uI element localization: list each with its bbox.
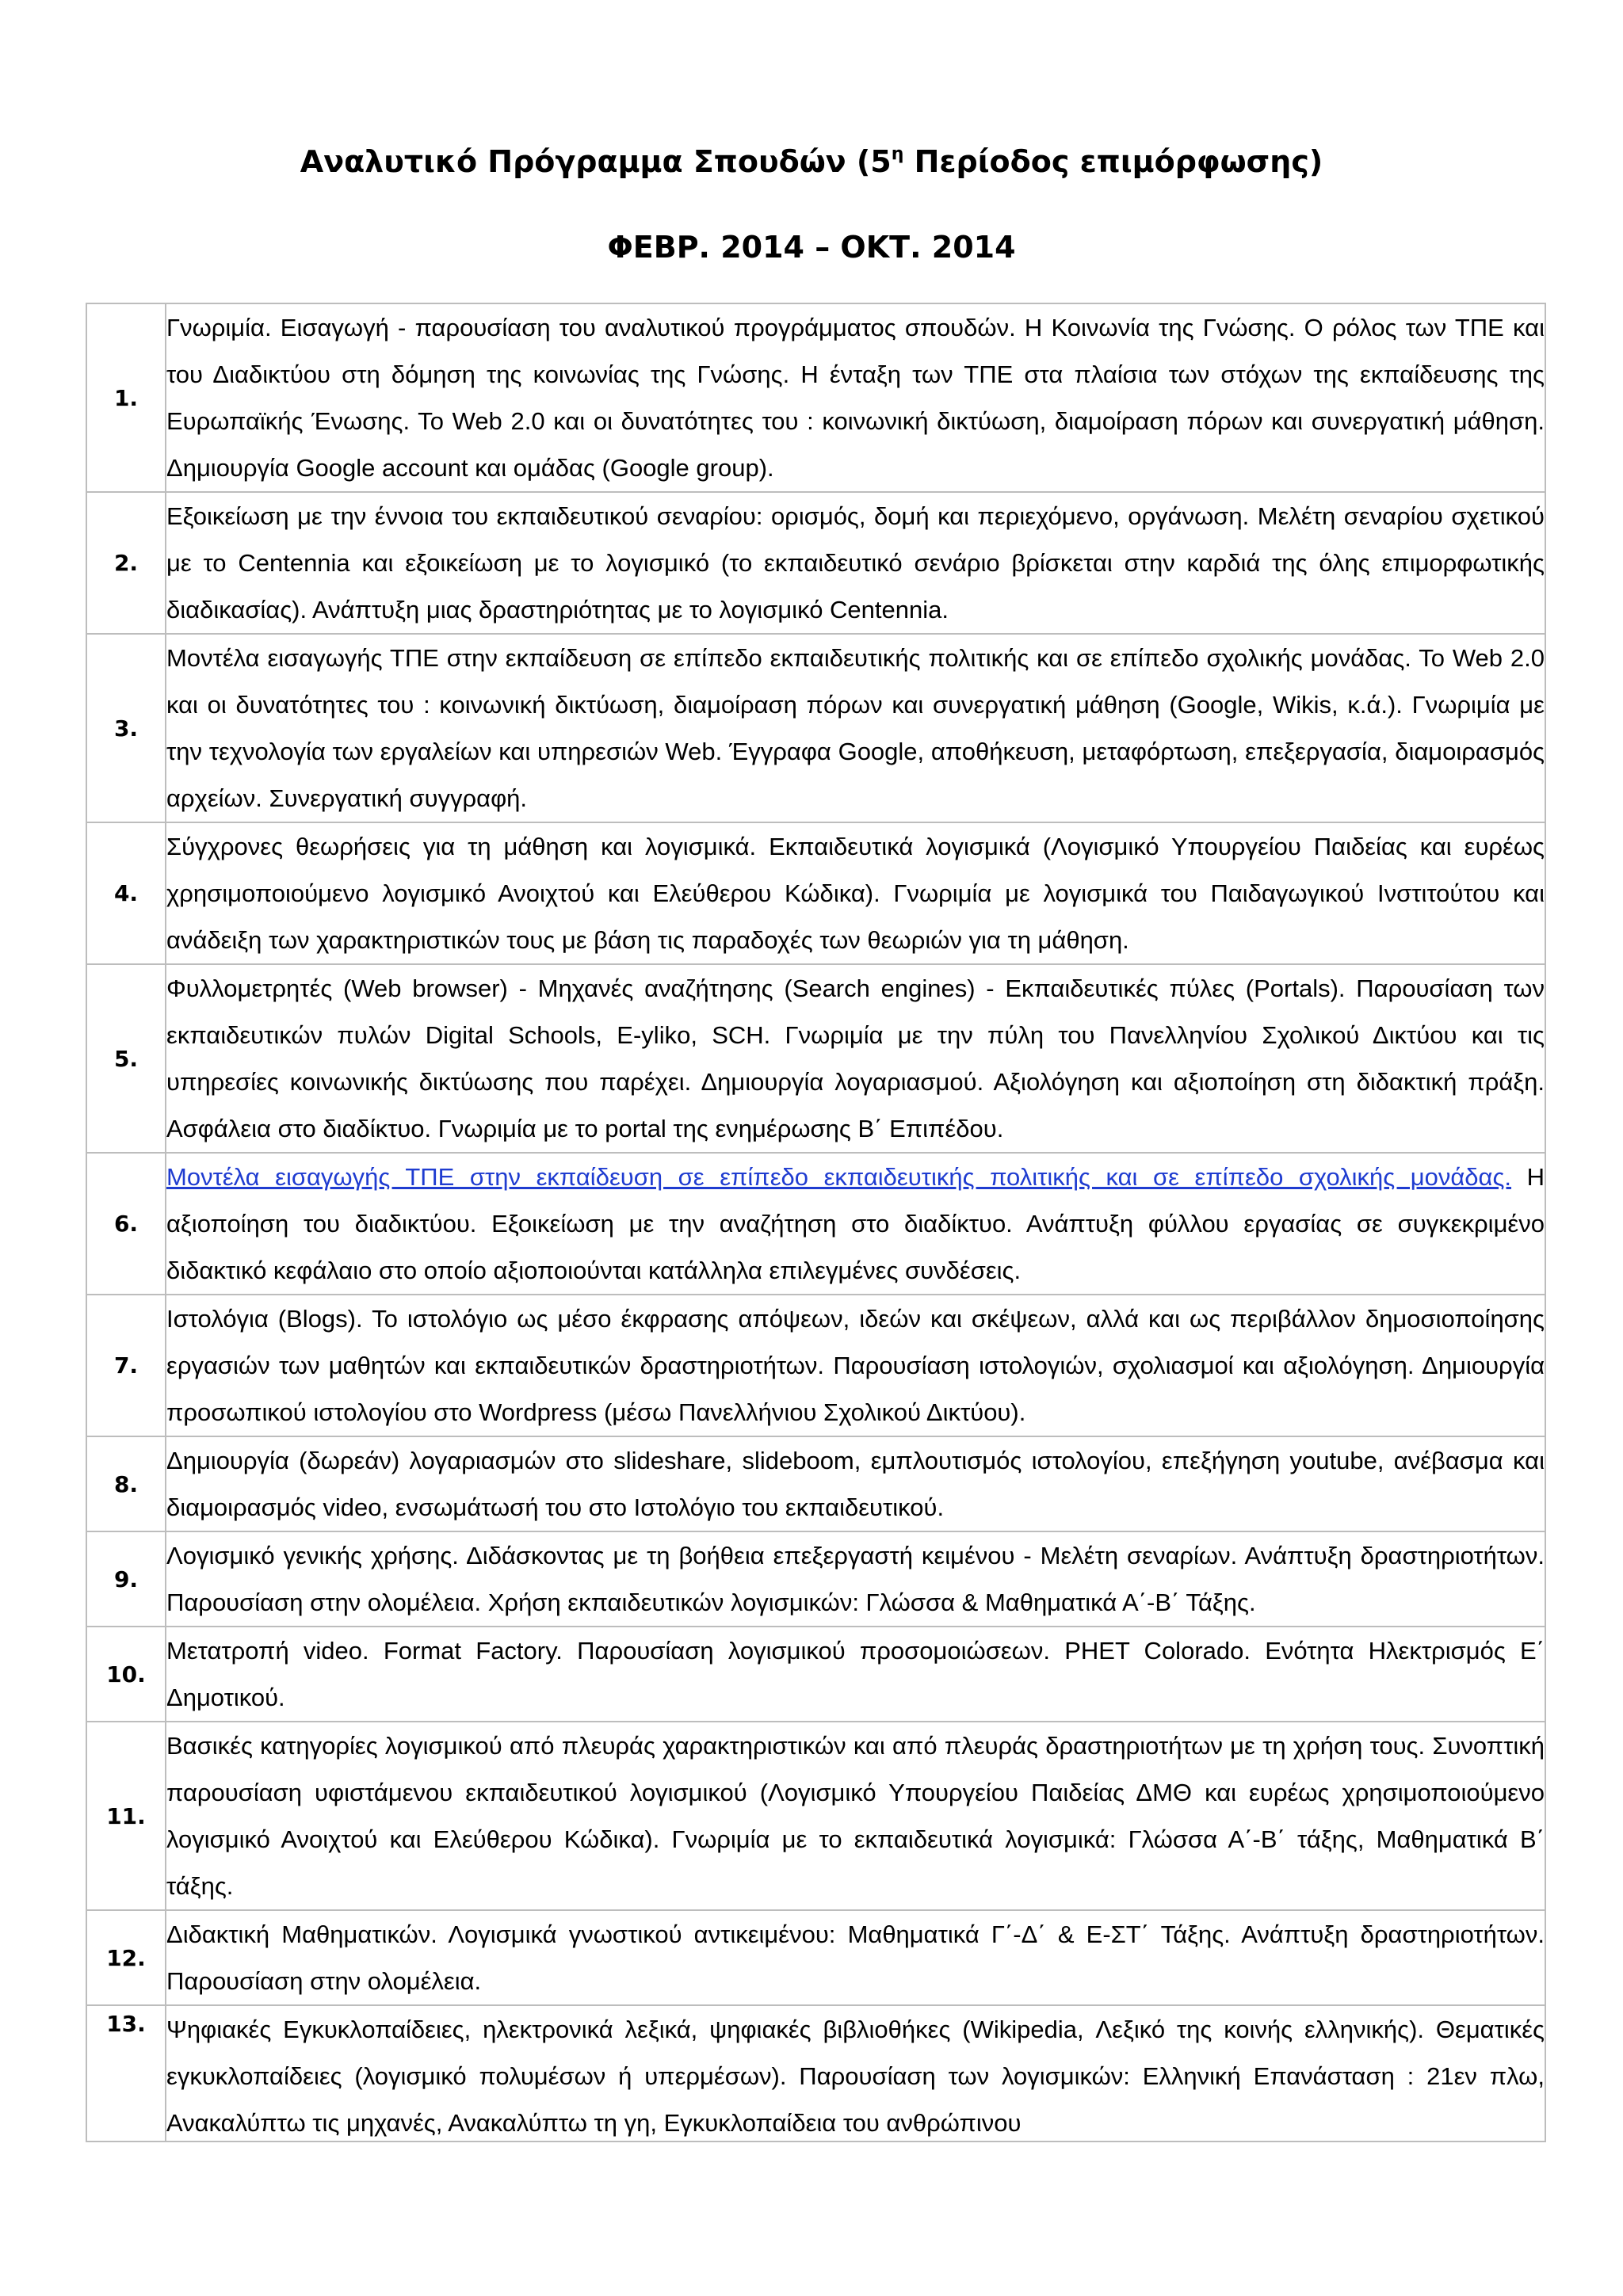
row-description: Φυλλομετρητές (Web browser) - Μηχανές αναζήτησης (Search engines) - Εκπαιδευτικές πύλες (Portals). Παρουσίαση των εκπαιδευτικών πυλών Digital Schools, E-yliko, SCH. Γνωριμία με την πύλη του Πανελληνίου Σχολικού Δικτύου και τις υπηρεσίες κοινωνικής δικτύωσης που παρέχει. Δημιουργία λογαριασμού. Αξιολόγηση και αξιοποίηση στη διδακτική πράξη. Ασφάλεια στο διαδίκτυο. Γνωριμία με το portal της ενημέρωσης Β΄ Επιπέδου. <box>166 964 1545 1153</box>
row-description <box>166 1153 1545 1295</box>
table-row <box>86 1910 1545 2005</box>
row-number: 1. <box>86 303 166 492</box>
table-row <box>86 2005 1545 2142</box>
table-row <box>86 1627 1545 1722</box>
row-description: Διδακτική Μαθηματικών. Λογισμικά γνωστικού αντικειμένου: Μαθηματικά Γ΄-Δ΄ & Ε-ΣΤ΄ Τάξης. Ανάπτυξη δραστηριοτήτων. Παρουσίαση στην ολομέλεια. <box>166 1910 1545 2005</box>
title-suffix: Περίοδος επιμόρφωσης) <box>903 144 1323 179</box>
row-number: 13. <box>86 2005 166 2142</box>
row-number: 10. <box>86 1627 166 1722</box>
title-main: Αναλυτικό Πρόγραμμα Σπουδών (5 <box>300 144 892 179</box>
row-number: 12. <box>86 1910 166 2005</box>
table-row <box>86 303 1545 492</box>
row-description: Μοντέλα εισαγωγής ΤΠΕ στην εκπαίδευση σε επίπεδο εκπαιδευτικής πολιτικής και σε επίπεδο σχολικής μονάδας. Το Web 2.0 και οι δυνατότητες του : κοινωνική δικτύωση, διαμοίραση πόρων και συνεργατική μάθηση (Google, Wikis, κ.ά.). Γνωριμία με την τεχνολογία των εργαλείων και υπηρεσιών Web. Έγγραφα Google, αποθήκευση, μεταφόρτωση, επεξεργασία, διαμοιρασμός αρχείων. Συνεργατική συγγραφή. <box>166 634 1545 822</box>
document-title <box>0 143 1623 181</box>
table-row <box>86 1153 1545 1295</box>
row-description-rest: Η αξιοποίηση του διαδικτύου. Εξοικείωση με την αναζήτηση στο διαδίκτυο. Ανάπτυξη φύλλου εργασίας σε συγκεκριμένο διδακτικό κεφάλαιο στο οποίο αξιοποιούνται κατάλληλα επιλεγμένες συνδέσεις. <box>166 1163 1545 1284</box>
row-number: 8. <box>86 1436 166 1531</box>
table-row <box>86 634 1545 822</box>
row-number: 7. <box>86 1295 166 1436</box>
table-row <box>86 1722 1545 1910</box>
table-row <box>86 1436 1545 1531</box>
row-description: Δημιουργία (δωρεάν) λογαριασμών στο slideshare, slideboom, εμπλουτισμός ιστολογίου, επεξήγηση youtube, ανέβασμα και διαμοιρασμός video, ενσωμάτωσή του στο Ιστολόγιο του εκπαιδευτικού. <box>166 1436 1545 1531</box>
row-number: 6. <box>86 1153 166 1295</box>
row-number: 2. <box>86 492 166 634</box>
row-number: 5. <box>86 964 166 1153</box>
row-description: Σύγχρονες θεωρήσεις για τη μάθηση και λογισμικά. Εκπαιδευτικά λογισμικά (Λογισμικό Υπουργείου Παιδείας και ευρέως χρησιμοποιούμενο λογισμικό Ανοιχτού και Ελεύθερου Κώδικα). Γνωριμία με λογισμικά του Παιδαγωγικού Ινστιτούτου και ανάδειξη των χαρακτηριστικών τους με βάση τις παραδοχές των θεωριών για τη μάθηση. <box>166 822 1545 964</box>
row-description-text: Ψηφιακές Εγκυκλοπαίδειες, ηλεκτρονικά λεξικά, ψηφιακές βιβλιοθήκες (Wikipedia, Λεξικό της κοινής ελληνικής). Θεματικές εγκυκλοπαίδειες (λογισμικό πολυμέσων ή υπερμέσων). Παρουσίαση των λογισμικών: Ελληνική Επανάσταση : 21εν πλω, Ανακαλύπτω τις μηχανές, Ανακαλύπτω τη γη, Εγκυκλοπαίδεια του ανθρώπινου <box>166 2016 1545 2137</box>
row-description: Λογισμικό γενικής χρήσης. Διδάσκοντας με τη βοήθεια επεξεργαστή κειμένου - Μελέτη σεναρίων. Ανάπτυξη δραστηριοτήτων. Παρουσίαση στην ολομέλεια. Χρήση εκπαιδευτικών λογισμικών: Γλώσσα & Μαθηματικά Α΄-Β΄ Τάξης. <box>166 1531 1545 1627</box>
title-superscript: η <box>891 144 904 164</box>
row-description <box>166 2005 1545 2142</box>
row-number: 9. <box>86 1531 166 1627</box>
row-description: Γνωριμία. Εισαγωγή - παρουσίαση του αναλυτικού προγράμματος σπουδών. Η Κοινωνία της Γνώσης. Ο ρόλος των ΤΠΕ και του Διαδικτύου στη δόμηση της κοινωνίας της Γνώσης. Η ένταξη των ΤΠΕ στα πλαίσια των στόχων της εκπαίδευσης της Ευρωπαϊκής Ένωσης. Το Web 2.0 και οι δυνατότητες του : κοινωνική δικτύωση, διαμοίραση πόρων και συνεργατική μάθηση. Δημιουργία Google account και ομάδας (Google group). <box>166 303 1545 492</box>
syllabus-link[interactable]: Μοντέλα εισαγωγής ΤΠΕ στην εκπαίδευση σε επίπεδο εκπαιδευτικής πολιτικής και σε επίπεδο σχολικής μονάδας. <box>166 1163 1512 1191</box>
document-subtitle: ΦΕΒΡ. 2014 – ΟΚΤ. 2014 <box>607 230 1016 265</box>
row-number: 3. <box>86 634 166 822</box>
table-row <box>86 1531 1545 1627</box>
row-number: 4. <box>86 822 166 964</box>
row-description: Μετατροπή video. Format Factory. Παρουσίαση λογισμικού προσομοιώσεων. PHET Colorado. Ενότητα Ηλεκτρισμός Ε΄ Δημοτικού. <box>166 1627 1545 1722</box>
table-row <box>86 1295 1545 1436</box>
row-description: Βασικές κατηγορίες λογισμικού από πλευράς χαρακτηριστικών και από πλευράς δραστηριοτήτων με τη χρήση τους. Συνοπτική παρουσίαση υφιστάμενου εκπαιδευτικού λογισμικού (Λογισμικό Υπουργείου Παιδείας ΔΜΘ και ευρέως χρησιμοποιούμενο λογισμικό Ανοιχτού και Ελεύθερου Κώδικα). Γνωριμία με το εκπαιδευτικά λογισμικά: Γλώσσα Α΄-Β΄ τάξης, Μαθηματικά Β΄ τάξης. <box>166 1722 1545 1910</box>
table-row <box>86 492 1545 634</box>
table-row <box>86 822 1545 964</box>
row-description: Εξοικείωση με την έννοια του εκπαιδευτικού σεναρίου: ορισμός, δομή και περιεχόμενο, οργάνωση. Μελέτη σεναρίου σχετικού με το Centennia και εξοικείωση με το λογισμικό (το εκπαιδευτικό σενάριο βρίσκεται στην καρδιά της όλης επιμορφωτικής διαδικασίας). Ανάπτυξη μιας δραστηριότητας με το λογισμικό Centennia. <box>166 492 1545 634</box>
row-description: Ιστολόγια (Blogs). Το ιστολόγιο ως μέσο έκφρασης απόψεων, ιδεών και σκέψεων, αλλά και ως περιβάλλον δημοσιοποίησης εργασιών των μαθητών και εκπαιδευτικών δραστηριοτήτων. Παρουσίαση ιστολογιών, σχολιασμοί και αξιολόγηση. Δημιουργία προσωπικού ιστολογίου στο Wordpress (μέσω Πανελλήνιου Σχολικού Δικτύου). <box>166 1295 1545 1436</box>
table-row <box>86 964 1545 1153</box>
row-number: 11. <box>86 1722 166 1910</box>
syllabus-table <box>86 303 1546 2142</box>
